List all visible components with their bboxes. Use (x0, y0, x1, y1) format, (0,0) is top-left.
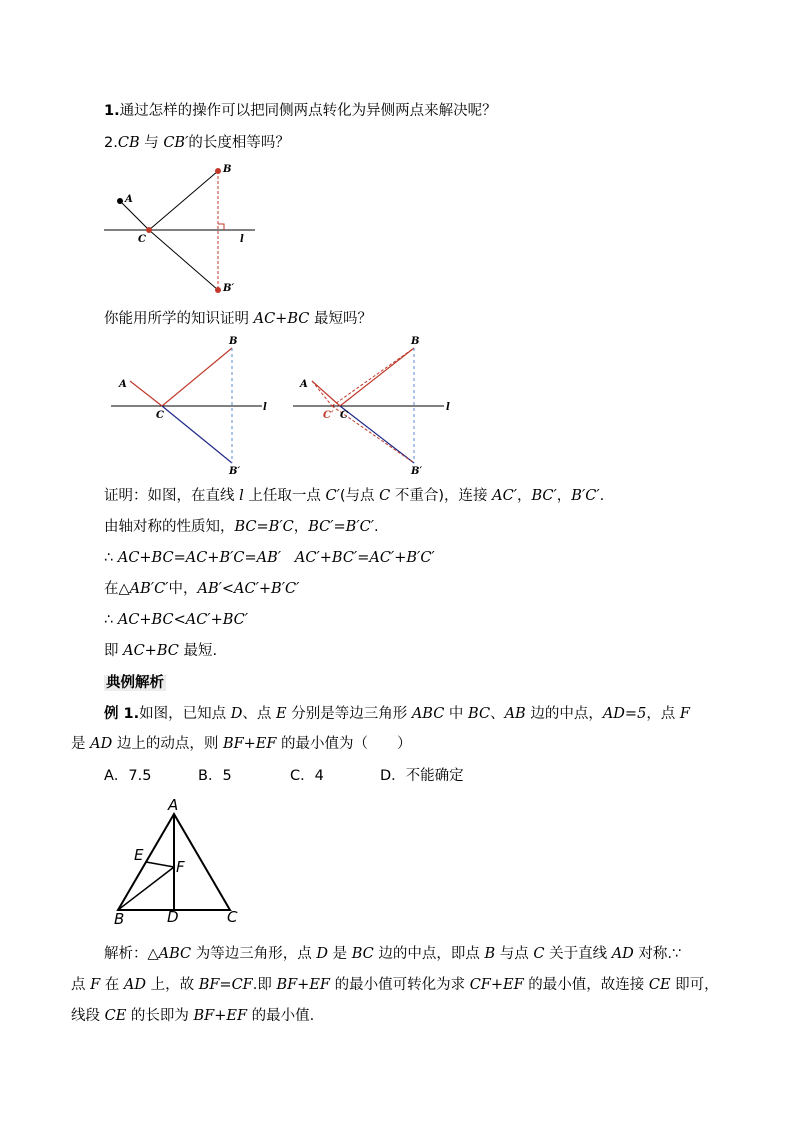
fig1-label-c: C (138, 234, 146, 245)
prove-question: 你能用所学的知识证明 AC+BC 最短吗？ (104, 311, 372, 327)
example-1-line-2: 是 AD 边上的动点，则 BF+EF 的最小值为（ ） (71, 736, 412, 752)
fig2-label-bp: B′ (229, 466, 241, 477)
fig4-label-c: C (227, 908, 238, 926)
fig4-label-f: F (176, 858, 185, 876)
fig2-label-b: B (229, 336, 238, 347)
analysis-line-1: 解析：△ABC 为等边三角形，点 D 是 BC 边的中点，即点 B 与点 C 关于直线 AD 对称.∵ (104, 946, 682, 962)
fig1-label-a: A (125, 194, 133, 205)
section-title: 典例解析 (106, 675, 164, 691)
option-a[interactable]: A．7.5 (104, 768, 152, 784)
question-2: 2.CB 与 CB′的长度相等吗？ (104, 135, 290, 151)
fig3-label-a: A (300, 379, 308, 390)
fig4-label-a: A (168, 796, 179, 814)
fig1-label-b: B (223, 164, 232, 175)
fig3-label-c: C (340, 410, 348, 421)
fig3-label-cp: C′ (323, 410, 334, 421)
fig2-label-c: C (156, 410, 164, 421)
proof-line-2: 由轴对称的性质知，BC=B′C，BC′=B′C′. (104, 519, 379, 535)
fig3-label-b: B (411, 336, 420, 347)
fig1-label-bp: B′ (223, 283, 235, 294)
fig2-label-a: A (119, 379, 127, 390)
fig1-label-l: l (240, 234, 244, 245)
proof-line-5: ∴ AC+BC<AC′+BC′ (104, 612, 249, 628)
proof-line-4: 在△AB′C′中，AB′<AC′+B′C′ (104, 581, 300, 597)
fig3-label-l: l (446, 402, 450, 413)
option-d[interactable]: D．不能确定 (380, 768, 464, 784)
proof-line-1: 证明：如图，在直线 l 上任取一点 C′(与点 C 不重合)，连接 AC′，BC′，B′C′. (104, 488, 605, 504)
fig4-label-d: D (167, 908, 179, 926)
fig3-label-bp: B′ (411, 466, 423, 477)
option-b[interactable]: B．5 (198, 768, 232, 784)
fig4-label-e: E (134, 846, 144, 864)
proof-line-6: 即 AC+BC 最短. (104, 643, 218, 659)
analysis-line-2: 点 F 在 AD 上，故 BF=CF.即 BF+EF 的最小值可转化为求 CF+EF 的最小值，故连接 CE 即可， (71, 977, 719, 993)
option-c[interactable]: C．4 (290, 768, 324, 784)
proof-line-3: ∴ AC+BC=AC+B′C=AB′ AC′+BC′=AC′+B′C′ (104, 550, 435, 566)
example-1-line-1: 例 1.如图，已知点 D、点 E 分别是等边三角形 ABC 中 BC、AB 边的中点，AD=5，点 F (104, 706, 690, 722)
fig4-label-b: B (114, 910, 125, 928)
fig2-label-l: l (263, 402, 267, 413)
analysis-line-3: 线段 CE 的长即为 BF+EF 的最小值. (71, 1008, 315, 1024)
question-1: 1.通过怎样的操作可以把同侧两点转化为异侧两点来解决呢？ (104, 103, 497, 119)
